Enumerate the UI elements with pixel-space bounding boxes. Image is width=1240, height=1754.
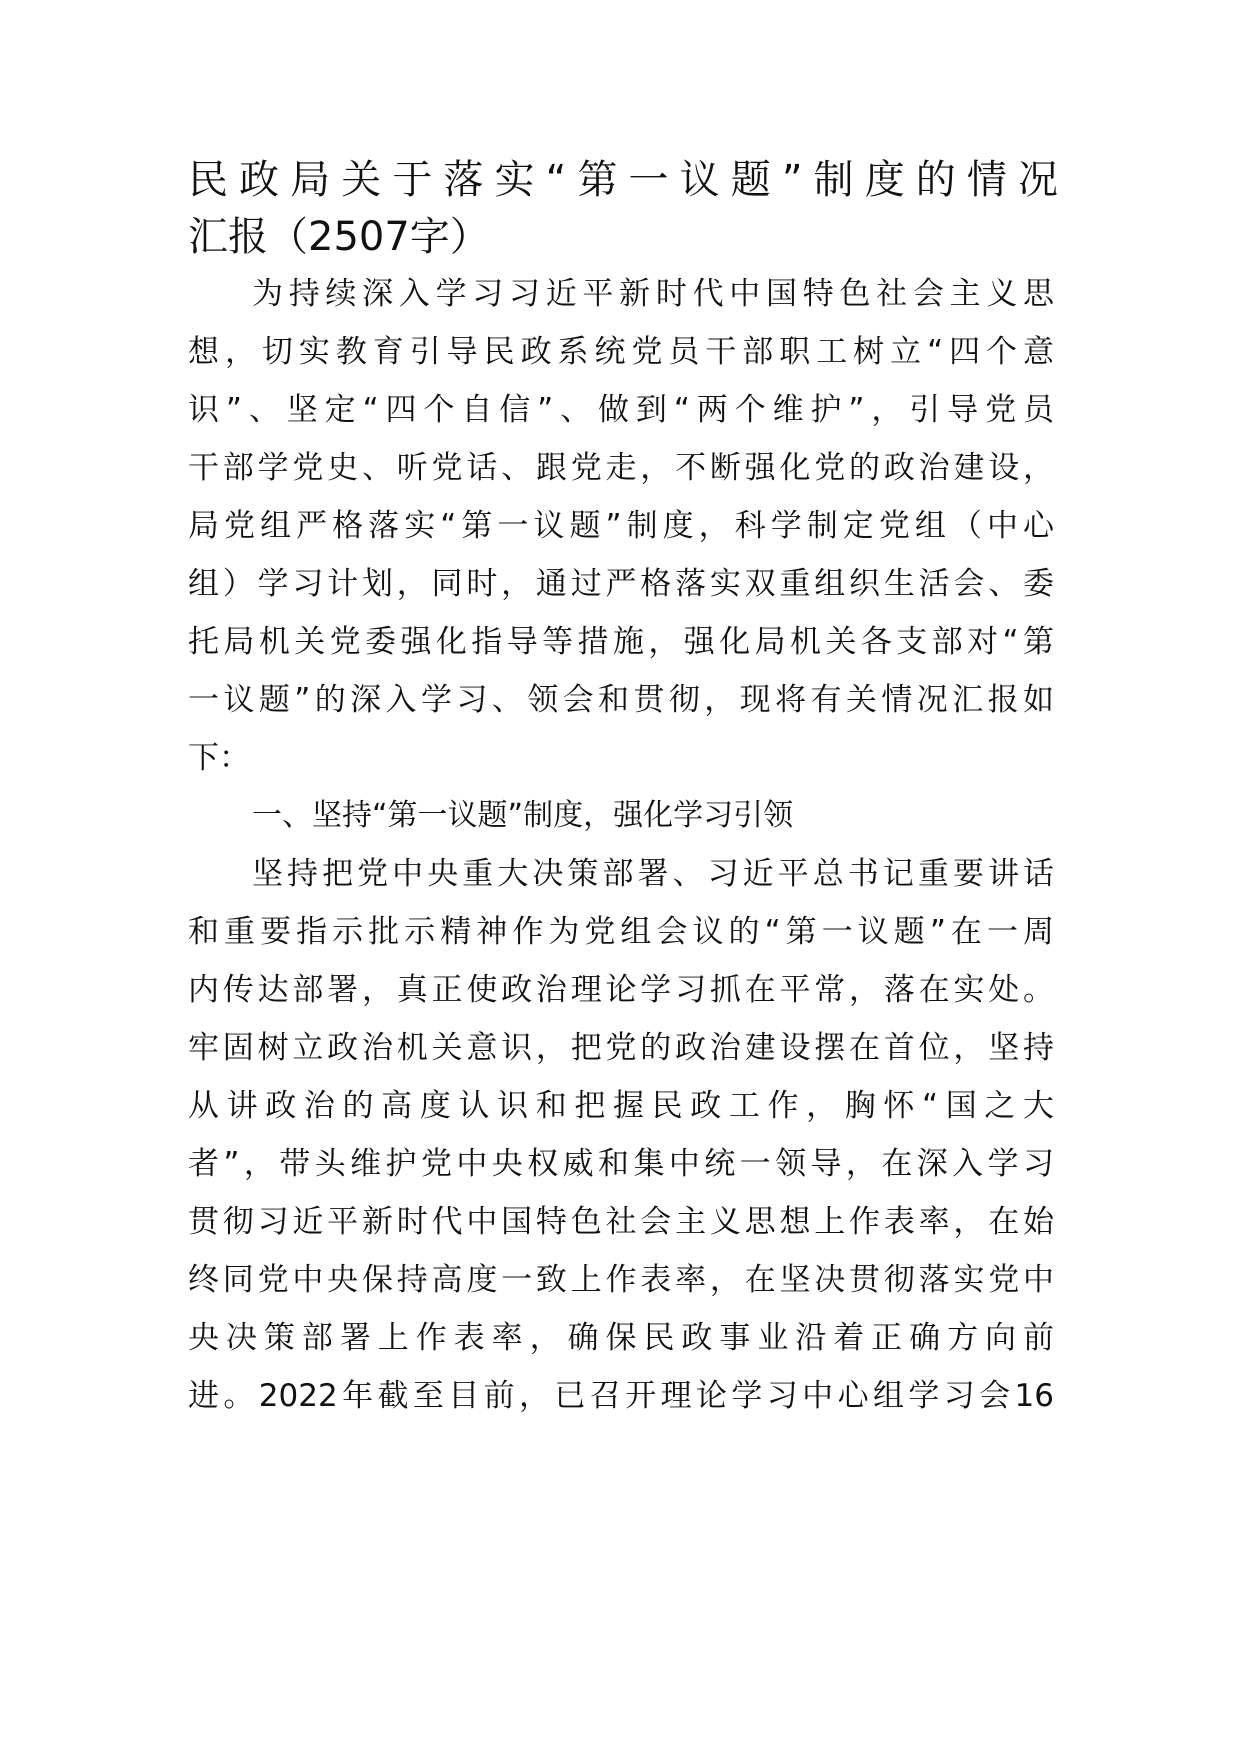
body-line: 想，切实教育引导民政系统党员干部职工树立“四个意 — [188, 334, 1054, 370]
body-line: 内传达部署，真正使政治理论学习抓在平常，落在实处。 — [188, 972, 1054, 1008]
body-line: 央决策部署上作表率，确保民政事业沿着正确方向前 — [188, 1320, 1054, 1356]
section-heading: 一、坚持“第一议题”制度，强化学习引领 — [252, 798, 794, 833]
body-line: 下： — [188, 740, 250, 776]
body-line: 牢固树立政治机关意识，把党的政治建设摆在首位，坚持 — [188, 1030, 1054, 1066]
body-line: 局党组严格落实“第一议题”制度，科学制定党组（中心 — [188, 508, 1054, 544]
document-title-line-2: 汇报（2507字） — [188, 214, 490, 260]
body-line: 干部学党史、听党话、跟党走，不断强化党的政治建设， — [188, 450, 1054, 486]
document-body — [188, 265, 1054, 1425]
body-line: 贯彻习近平新时代中国特色社会主义思想上作表率，在始 — [188, 1204, 1054, 1240]
body-line: 进。2022年截至目前，已召开理论学习中心组学习会16 — [188, 1378, 1054, 1414]
body-line: 从讲政治的高度认识和把握民政工作，胸怀“国之大 — [188, 1088, 1054, 1124]
body-line: 和重要指示批示精神作为党组会议的“第一议题”在一周 — [188, 914, 1054, 950]
body-line: 终同党中央保持高度一致上作表率，在坚决贯彻落实党中 — [188, 1262, 1054, 1298]
body-line: 为持续深入学习习近平新时代中国特色社会主义思 — [252, 276, 1054, 312]
document-title-line-1: 民政局关于落实“第一议题”制度的情况 — [188, 157, 1058, 203]
body-line: 一议题”的深入学习、领会和贯彻，现将有关情况汇报如 — [188, 682, 1054, 718]
body-line: 识”、坚定“四个自信”、做到“两个维护”，引导党员 — [188, 392, 1054, 428]
body-line: 组）学习计划，同时，通过严格落实双重组织生活会、委 — [188, 566, 1054, 602]
body-line: 托局机关党委强化指导等措施，强化局机关各支部对“第 — [188, 624, 1054, 660]
body-line: 坚持把党中央重大决策部署、习近平总书记重要讲话 — [252, 856, 1054, 892]
body-line: 者”，带头维护党中央权威和集中统一领导，在深入学习 — [188, 1146, 1054, 1182]
